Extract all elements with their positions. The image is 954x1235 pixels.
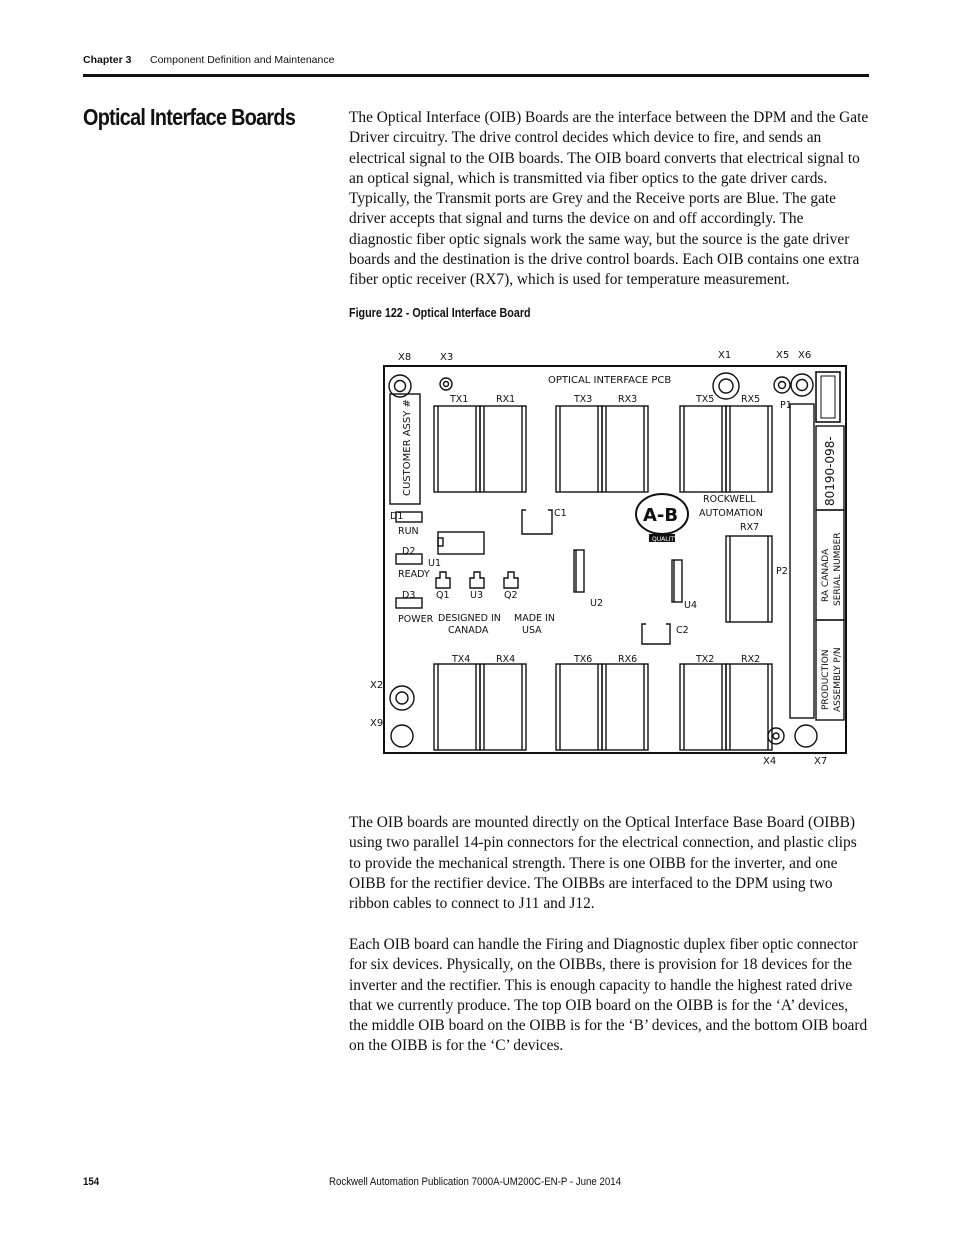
label-p1: P1 [780,400,792,411]
port-rx7 [726,536,772,622]
logo-quality: QUALITY [652,536,678,543]
label-x9: X9 [370,718,384,729]
hole-x3 [440,378,452,390]
label-x8: X8 [398,352,412,363]
connector-top-right [816,372,840,422]
label-tx1: TX1 [450,394,469,405]
label-serial-number: SERIAL NUMBER [833,532,843,606]
port-tx5 [680,406,726,492]
label-tx5: TX5 [696,394,715,405]
header-rule [83,74,869,77]
label-rx6: RX6 [618,654,638,665]
chapter-section-title: Component Definition and Maintenance [150,54,335,66]
port-rx4 [480,664,526,750]
label-d1: D1 [390,511,404,522]
label-assembly-pn: ASSEMBLY P/N [833,647,843,712]
board-outline [384,366,846,753]
label-tx2: TX2 [696,654,715,665]
transistor-q2 [504,572,518,588]
hole-x5 [774,377,790,393]
label-made-in: MADE IN [514,613,555,624]
body-paragraph-3: Each OIB board can handle the Firing and Diagnostic duplex fiber optic connector for six devices. Physically, on the OIBBs, there is provision for 18 devices for the inverter and the rectifier. This is enough capacity to handle the highest rated drive that we currently produce. The top OIB board on the OIBB is for the ‘A’ devices, the middle OIB board on the OIBB is for the ‘B’ devices, and the bottom OIB board on the OIBB is for the ‘C’ devices. [349,936,868,1055]
label-q1: Q1 [436,590,450,601]
figure-caption: Figure 122 - Optical Interface Board [349,306,531,320]
label-rx3: RX3 [618,394,638,405]
label-x7: X7 [814,756,828,767]
label-ready: READY [398,569,430,580]
label-power: POWER [398,614,434,625]
label-part-number: 80190-098- [823,436,837,506]
label-x5: X5 [776,350,790,361]
port-rx6 [602,664,648,750]
label-q2: Q2 [504,590,518,601]
label-d3: D3 [402,590,416,601]
label-p2: P2 [776,566,788,577]
port-rx2 [726,664,772,750]
label-x4: X4 [763,756,777,767]
label-rx7: RX7 [740,522,760,533]
hole-x4 [768,728,784,744]
label-x3: X3 [440,352,454,363]
hole-x6 [791,374,813,396]
label-c1: C1 [554,508,567,519]
label-u1: U1 [428,558,441,569]
port-rx3 [602,406,648,492]
label-canada: CANADA [448,625,489,636]
label-x6: X6 [798,350,812,361]
label-rx2: RX2 [741,654,761,665]
label-automation: AUTOMATION [699,508,763,519]
label-u3: U3 [470,590,483,601]
port-tx4 [434,664,480,750]
publication-footer: Rockwell Automation Publication 7000A-UM200C-EN-P - June 2014 [329,1176,621,1188]
label-pcb-title: OPTICAL INTERFACE PCB [548,375,672,386]
transistor-q1 [436,572,450,588]
section-title: Optical Interface Boards [83,104,296,130]
body-paragraph-2: The OIB boards are mounted directly on the Optical Interface Base Board (OIBB) using two parallel 14-pin connectors for the electrical connection, and plastic clips to provide the mechanical strength. There is one OIBB for the inverter, and one OIBB for the rectifier device. The OIBBs are interfaced to the DPM using two ribbon cables to connect to J11 and J12. [349,814,857,913]
chapter-label: Chapter 3 [83,54,132,66]
label-usa: USA [522,625,542,636]
port-tx2 [680,664,726,750]
hole-x7 [795,725,817,747]
capacitor-c1 [522,510,552,534]
label-rockwell: ROCKWELL [703,494,756,505]
running-header [83,54,335,66]
chip-u1 [438,532,484,554]
port-rx5 [726,406,772,492]
header-p1-p2 [790,404,814,718]
label-ra-canada: RA CANADA [821,548,831,602]
optical-interface-board-figure [366,344,856,779]
regulator-u3 [470,572,484,588]
hole-x2 [390,686,414,710]
label-customer-assy: CUSTOMER ASSY # [402,399,413,496]
hole-x1 [713,373,739,399]
label-tx4: TX4 [452,654,471,665]
page-number: 154 [83,1176,100,1188]
label-designed-in: DESIGNED IN [438,613,501,624]
label-u2: U2 [590,598,603,609]
label-rx5: RX5 [741,394,761,405]
label-u4: U4 [684,600,697,611]
label-c2: C2 [676,625,689,636]
capacitor-c2 [642,624,670,644]
label-tx6: TX6 [574,654,593,665]
label-x2: X2 [370,680,384,691]
label-rx4: RX4 [496,654,516,665]
port-rx1 [480,406,526,492]
logo-text: A-B [643,505,679,526]
label-x1: X1 [718,350,732,361]
port-tx6 [556,664,602,750]
label-production: PRODUCTION [821,649,831,710]
label-run: RUN [398,526,419,537]
body-paragraph-1: The Optical Interface (OIB) Boards are the interface between the DPM and the Gate Driver circuitry. The drive control decides which device to fire, and sends an electrical signal to the OIB boards. The OIB board converts that electrical signal to an optical signal, which is transmitted via fiber optics to the gate driver cards. Typically, the Transmit ports are Grey and the Receive ports are Blue. The gate driver accepts that signal and turns the device on and off accordingly. The diagnostic fiber optic signals work the same way, but the source is the gate driver boards and the destination is the drive control boards. Each OIB contains one extra fiber optic receiver (RX7), which is used for temperature measurement. [349,109,869,289]
label-d2: D2 [402,546,416,557]
label-tx3: TX3 [574,394,593,405]
hole-x9 [391,725,413,747]
port-tx1 [434,406,480,492]
port-tx3 [556,406,602,492]
label-rx1: RX1 [496,394,516,405]
